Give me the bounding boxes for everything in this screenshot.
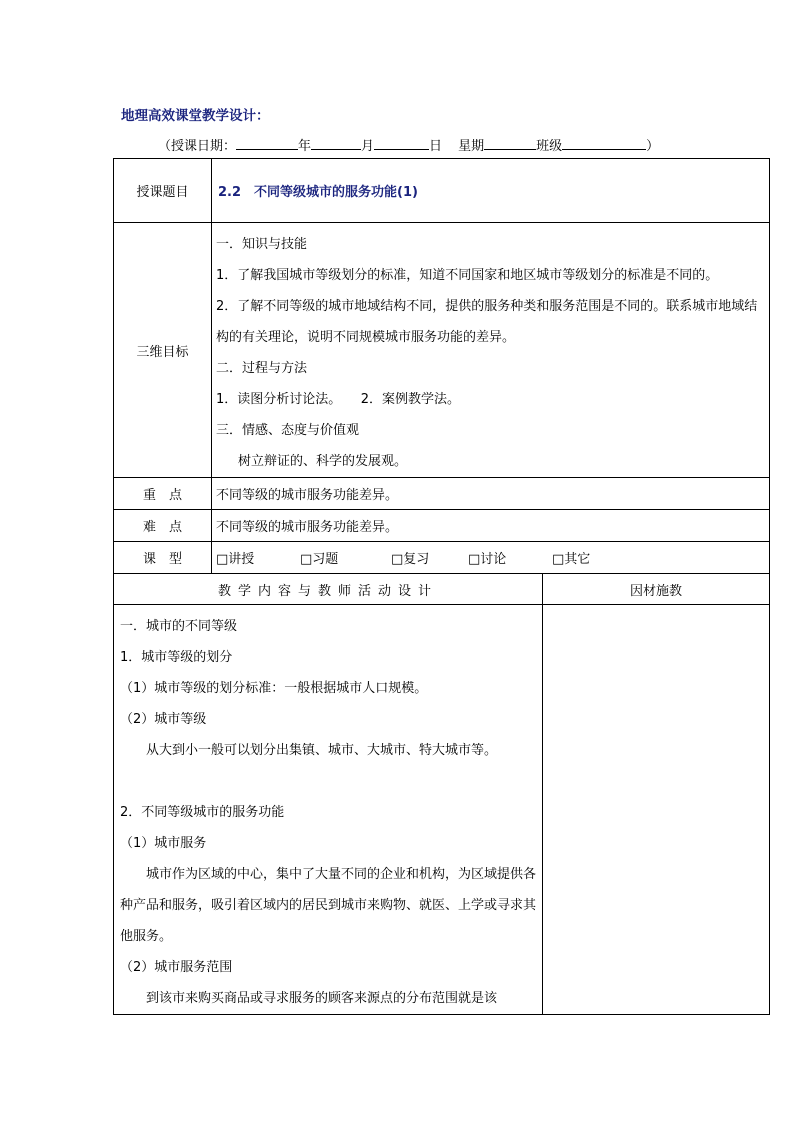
lesson-type-label: 课 型 — [114, 542, 212, 574]
key-point-label: 重 点 — [114, 478, 212, 510]
goal-line: 1．了解我国城市等级划分的标准，知道不同国家和地区城市等级划分的标准是不同的。 — [216, 268, 719, 283]
class-blank — [562, 136, 646, 150]
content-line: （1）城市等级的划分标准：一般根据城市人口规模。 — [120, 681, 428, 696]
goal-line: 2．了解不同等级的城市地域结构不同，提供的服务种类和服务范围是不同的。联系城市地域结构的有关理论，说明不同规模城市服务功能的差异。 — [216, 299, 758, 345]
content-line: 一．城市的不同等级 — [120, 619, 238, 634]
content-line: 从大到小一般可以划分出集镇、城市、大城市、特大城市等。 — [146, 743, 498, 758]
content-row — [114, 605, 770, 1015]
content-line: （2）城市等级 — [120, 712, 207, 727]
month-label: 月 — [361, 139, 375, 154]
differentiated-teaching-cell — [543, 605, 770, 1015]
year-label: 年 — [298, 139, 312, 154]
lesson-type-lecture-checkbox[interactable]: □讲授 — [216, 552, 255, 567]
date-open: （授课日期： — [158, 139, 237, 154]
content-line: 到该市来购买商品或寻求服务的顾客来源点的分布范围就是该 — [146, 991, 498, 1006]
lesson-type-row — [114, 542, 770, 574]
goal-line: 二．过程与方法 — [216, 361, 308, 376]
difficulty-label: 难 点 — [114, 510, 212, 542]
day-label: 日 — [429, 139, 443, 154]
teaching-content — [114, 605, 543, 1015]
difficulty-row — [114, 510, 770, 542]
year-blank — [236, 136, 298, 150]
goal-line: 一．知识与技能 — [216, 237, 308, 252]
content-header-right: 因材施教 — [543, 574, 770, 605]
topic-value: 2.2 不同等级城市的服务功能(1) — [212, 159, 770, 223]
content-blank-line — [120, 766, 538, 797]
weekday-blank — [484, 136, 536, 150]
goals-label: 三维目标 — [114, 223, 212, 478]
weekday-label: 星期 — [458, 139, 485, 154]
difficulty-value: 不同等级的城市服务功能差异。 — [212, 510, 770, 542]
key-point-value: 不同等级的城市服务功能差异。 — [212, 478, 770, 510]
goals-content — [212, 223, 770, 478]
lesson-plan-table — [113, 158, 770, 1015]
month-blank — [311, 136, 361, 150]
lesson-type-discussion-checkbox[interactable]: □讨论 — [468, 552, 507, 567]
goal-line: 三．情感、态度与价值观 — [216, 423, 360, 438]
content-line: 城市作为区域的中心，集中了大量不同的企业和机构，为区域提供各种产品和服务，吸引着区域内的居民到城市来购物、就医、上学或寻求其他服务。 — [120, 867, 537, 944]
key-point-row — [114, 478, 770, 510]
lesson-type-options — [212, 542, 770, 574]
content-header-left: 教学内容与教师活动设计 — [114, 574, 543, 605]
content-line: 2．不同等级城市的服务功能 — [120, 805, 285, 820]
lesson-type-other-checkbox[interactable]: □其它 — [552, 552, 591, 567]
document-title: 地理高效课堂教学设计： — [121, 108, 270, 124]
content-line: 1．城市等级的划分 — [120, 650, 233, 665]
goal-line: 树立辩证的、科学的发展观。 — [238, 454, 408, 469]
content-header-row — [114, 574, 770, 605]
topic-row — [114, 159, 770, 223]
content-line: （1）城市服务 — [120, 836, 207, 851]
date-line — [158, 135, 659, 154]
topic-label: 授课题目 — [114, 159, 212, 223]
content-line: （2）城市服务范围 — [120, 960, 233, 975]
goal-line: 1．读图分析讨论法。 2．案例教学法。 — [216, 392, 461, 407]
lesson-type-exercise-checkbox[interactable]: □习题 — [300, 552, 339, 567]
lesson-type-review-checkbox[interactable]: □复习 — [391, 552, 430, 567]
goals-row — [114, 223, 770, 478]
day-blank — [374, 136, 429, 150]
date-close: ） — [646, 139, 660, 154]
class-label: 班级 — [536, 139, 563, 154]
